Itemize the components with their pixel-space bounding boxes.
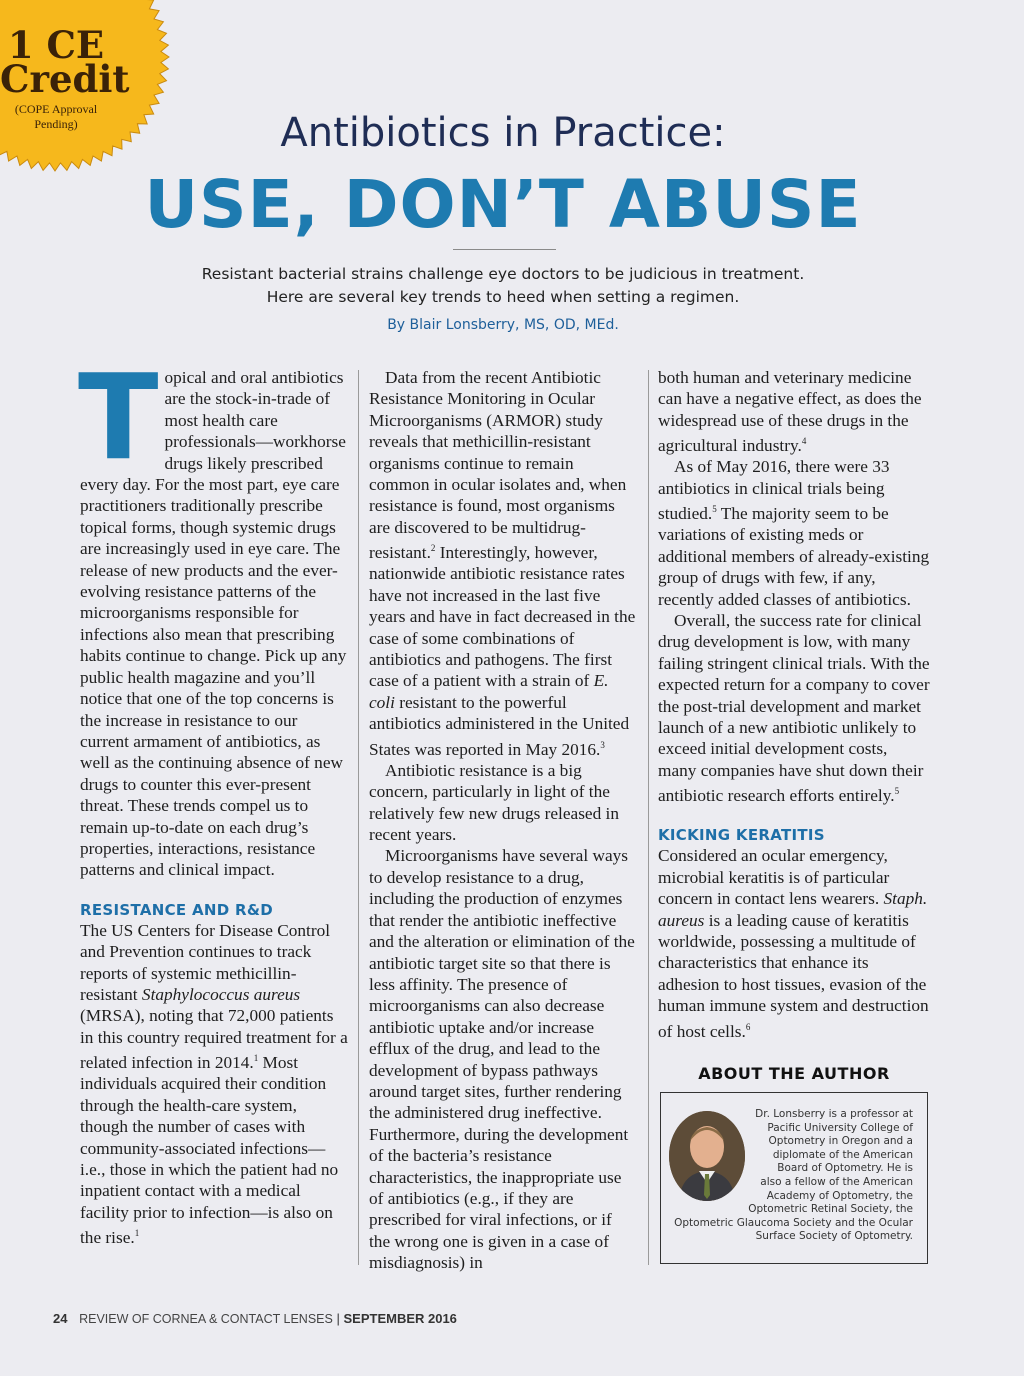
column-divider	[358, 370, 359, 1265]
paragraph: Microorganisms have several ways to develop resistance to a drug, including the production of enzymes that render the antibiotic ineffective and the alteration or elimination of the antibiotic target site so that there is less affinity. The presence of microorganisms can also decrease antibiotic uptake and/or increase efflux of the drug, and lead to the development of bypass pathways around target sites, further rendering the administered drug ineffective. Furthermore, during the development of the bacteria’s resistance characteristics, the inappropriate use of antibiotics (e.g., if they are prescribed for viral infections, or if the wrong one is given in a case of misdiagnosis) in	[369, 846, 635, 1273]
about-author-heading: ABOUT THE AUTHOR	[698, 1064, 890, 1083]
page-number: 24	[53, 1311, 68, 1326]
text-column-3	[658, 367, 930, 1042]
footer-separator: |	[336, 1311, 340, 1326]
article-dek	[0, 263, 1006, 309]
article-headline: USE, DON’T ABUSE	[144, 166, 862, 243]
subhead-keratitis: KICKING KERATITIS	[658, 826, 825, 845]
title-divider	[453, 249, 556, 250]
text-column-1	[78, 348, 348, 1248]
magazine-name: REVIEW OF CORNEA & CONTACT LENSES	[79, 1312, 333, 1326]
badge-line1: 1 CE	[7, 23, 105, 67]
byline: By Blair Lonsberry, MS, OD, MEd.	[387, 317, 619, 333]
paragraph: The US Centers for Disease Control and Prevention continues to track reports of systemic methicillin-resistant Staphylococcus aureus (MRSA), noting that 72,000 patients in this country required treatment for a related infection in 2014.$^1$ Most individuals acquired their condition through the health-care system, though the number of cases with community-associated infections—i.e., those in which the patient had no inpatient contact with a medical facility prior to infection—is also on the rise.$^1$	[80, 920, 348, 1247]
paragraph: Considered an ocular emergency, microbial keratitis is of particular concern in contact lens wearers. Staph. aureus is a leading cause of keratitis worldwide, possessing a multitude of characteristics that enhance its adhesion to host tissues, evasion of the human immune system and destruction of host cells.$^6$	[658, 846, 929, 1041]
text-column-2	[369, 367, 637, 1274]
author-bio: Dr. Lonsberry is a professor at Pacific University College of Optometry in Oregon and a diplomate of the American Board of Optometry. He is also a fellow of the American Academy of Optometry, the Optometric Retinal Society, the Optometric Glaucoma Society and the Ocular Surface Society of Optometry.	[674, 1108, 913, 1243]
paragraph: Data from the recent Antibiotic Resistance Monitoring in Ocular Microorganisms (ARMOR) study reveals that methicillin-resistant organisms continue to remain common in ocular isolates and, when resistance is found, most organisms are discovered to be multidrug-resistant.$^2$ Interestingly, however, nationwide antibiotic resistance rates have not increased in the last five years and have in fact decreased in the case of some combinations of antibiotics and pathogens. The first case of a patient with a strain of E. coli resistant to the powerful antibiotics administered in the United States was reported in May 2016.$^3$	[369, 368, 636, 759]
paragraph: Topical and oral antibiotics are the stock-in-trade of most health care professionals—workhorse drugs likely prescribed every day. For the most part, eye care practitioners traditionally prescribe topical forms, though systemic drugs are increasingly used in eye care. The release of new products and the ever-evolving resistance patterns of the microorganisms responsible for infections also mean that prescribing habits continue to change. Pick up any public health magazine and you’ll notice that one of the top concerns is the increase in resistance to our current armament of antibiotics, as well as the continuing absence of new drugs to counter this ever-present threat. These trends compel us to remain up-to-date on each drug’s properties, interactions, resistance patterns and clinical impact.	[78, 348, 347, 880]
dek-line-1: Resistant bacterial strains challenge eye doctors to be judicious in treatment.	[201, 265, 805, 283]
column-divider	[648, 370, 649, 1265]
page-footer	[53, 1311, 457, 1326]
drop-cap: T	[78, 348, 159, 486]
issue-date: SEPTEMBER 2016	[343, 1311, 457, 1326]
badge-note: (COPE Approval Pending)	[14, 102, 98, 131]
paragraph: Overall, the success rate for clinical drug development is low, with many failing stringent clinical trials. With the expected return for a company to cover the post-trial development and market launch of a new antibiotic unlikely to exceed initial development costs, many companies have shut down their antibiotic research efforts entirely.$^5$	[658, 611, 930, 806]
paragraph: both human and veterinary medicine can have a negative effect, as does the widespread use of these drugs in the agricultural industry.$^4$	[658, 368, 922, 455]
article-kicker: Antibiotics in Practice:	[280, 110, 726, 156]
about-author-box	[660, 1092, 928, 1264]
subhead-resistance: RESISTANCE AND R&D	[80, 900, 274, 919]
dek-line-2: Here are several key trends to heed when setting a regimen.	[266, 288, 740, 306]
badge-line2: Credit	[0, 57, 130, 101]
paragraph: As of May 2016, there were 33 antibiotics in clinical trials being studied.$^5$ The majority seem to be variations of existing meds or additional members of already-existing group of drugs with few, if any, recently added classes of antibiotics.	[658, 457, 930, 609]
paragraph: Antibiotic resistance is a big concern, particularly in light of the relatively few new drugs released in recent years.	[369, 760, 619, 845]
